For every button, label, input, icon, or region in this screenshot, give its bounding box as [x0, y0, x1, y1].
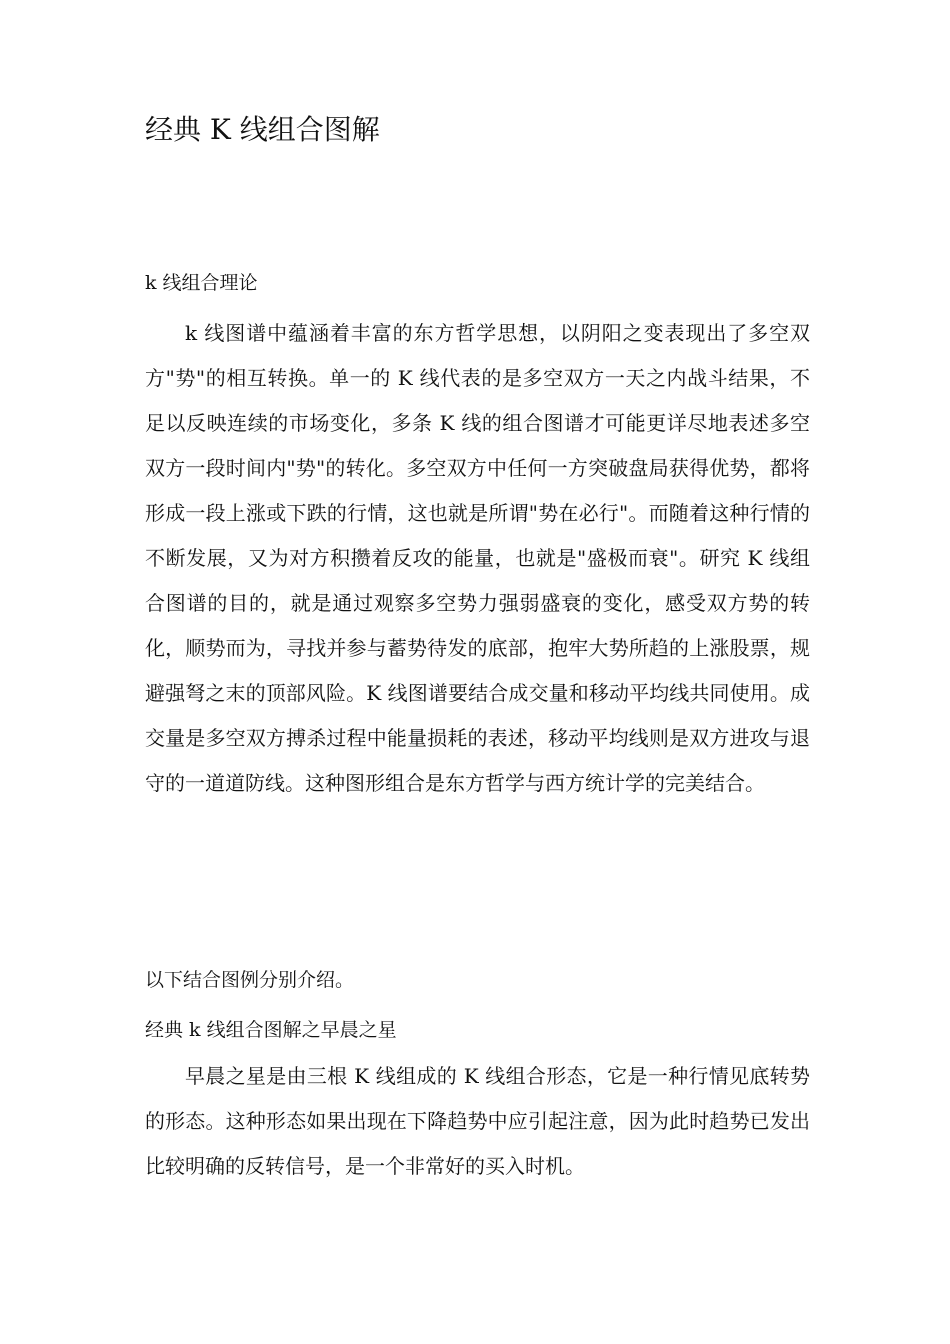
subsection-heading: 经典 k 线组合图解之早晨之星	[145, 1019, 397, 1041]
section-heading: k 线组合理论	[145, 272, 258, 294]
morning-star-paragraph: 早晨之星是由三根 K 线组成的 K 线组合形态，它是一种行情见底转势的形态。这种形态如果出现在下降趋势中应引起注意，因为此时趋势已发出比较明确的反转信号，是一个非常好的买入时机。	[145, 1064, 810, 1178]
transition-line: 以下结合图例分别介绍。	[145, 969, 355, 991]
document-title: 经典 K 线组合图解	[145, 113, 380, 146]
intro-paragraph: k 线图谱中蕴涵着丰富的东方哲学思想，以阴阳之变表现出了多空双方"势"的相互转换。单一的 K 线代表的是多空双方一天之内战斗结果，不足以反映连续的市场变化，多条 K 线的组合图谱才可能更详尽地表述多空双方一段时间内"势"的转化。多空双方中任何一方突破盘局获得优势，都将形成一段上涨或下跌的行情，这也就是所谓"势在必行"。而随着这种行情的不断发展，又为对方积攒着反攻的能量，也就是"盛极而衰"。研究 K 线组合图谱的目的，就是通过观察多空势力强弱盛衰的变化，感受双方势的转化，顺势而为，寻找并参与蓄势待发的底部，抱牢大势所趋的上涨股票，规避强弩之末的顶部风险。K 线图谱要结合成交量和移动平均线共同使用。成交量是多空双方搏杀过程中能量损耗的表述，移动平均线则是双方进攻与退守的一道道防线。这种图形组合是东方哲学与西方统计学的完美结合。	[145, 321, 810, 795]
